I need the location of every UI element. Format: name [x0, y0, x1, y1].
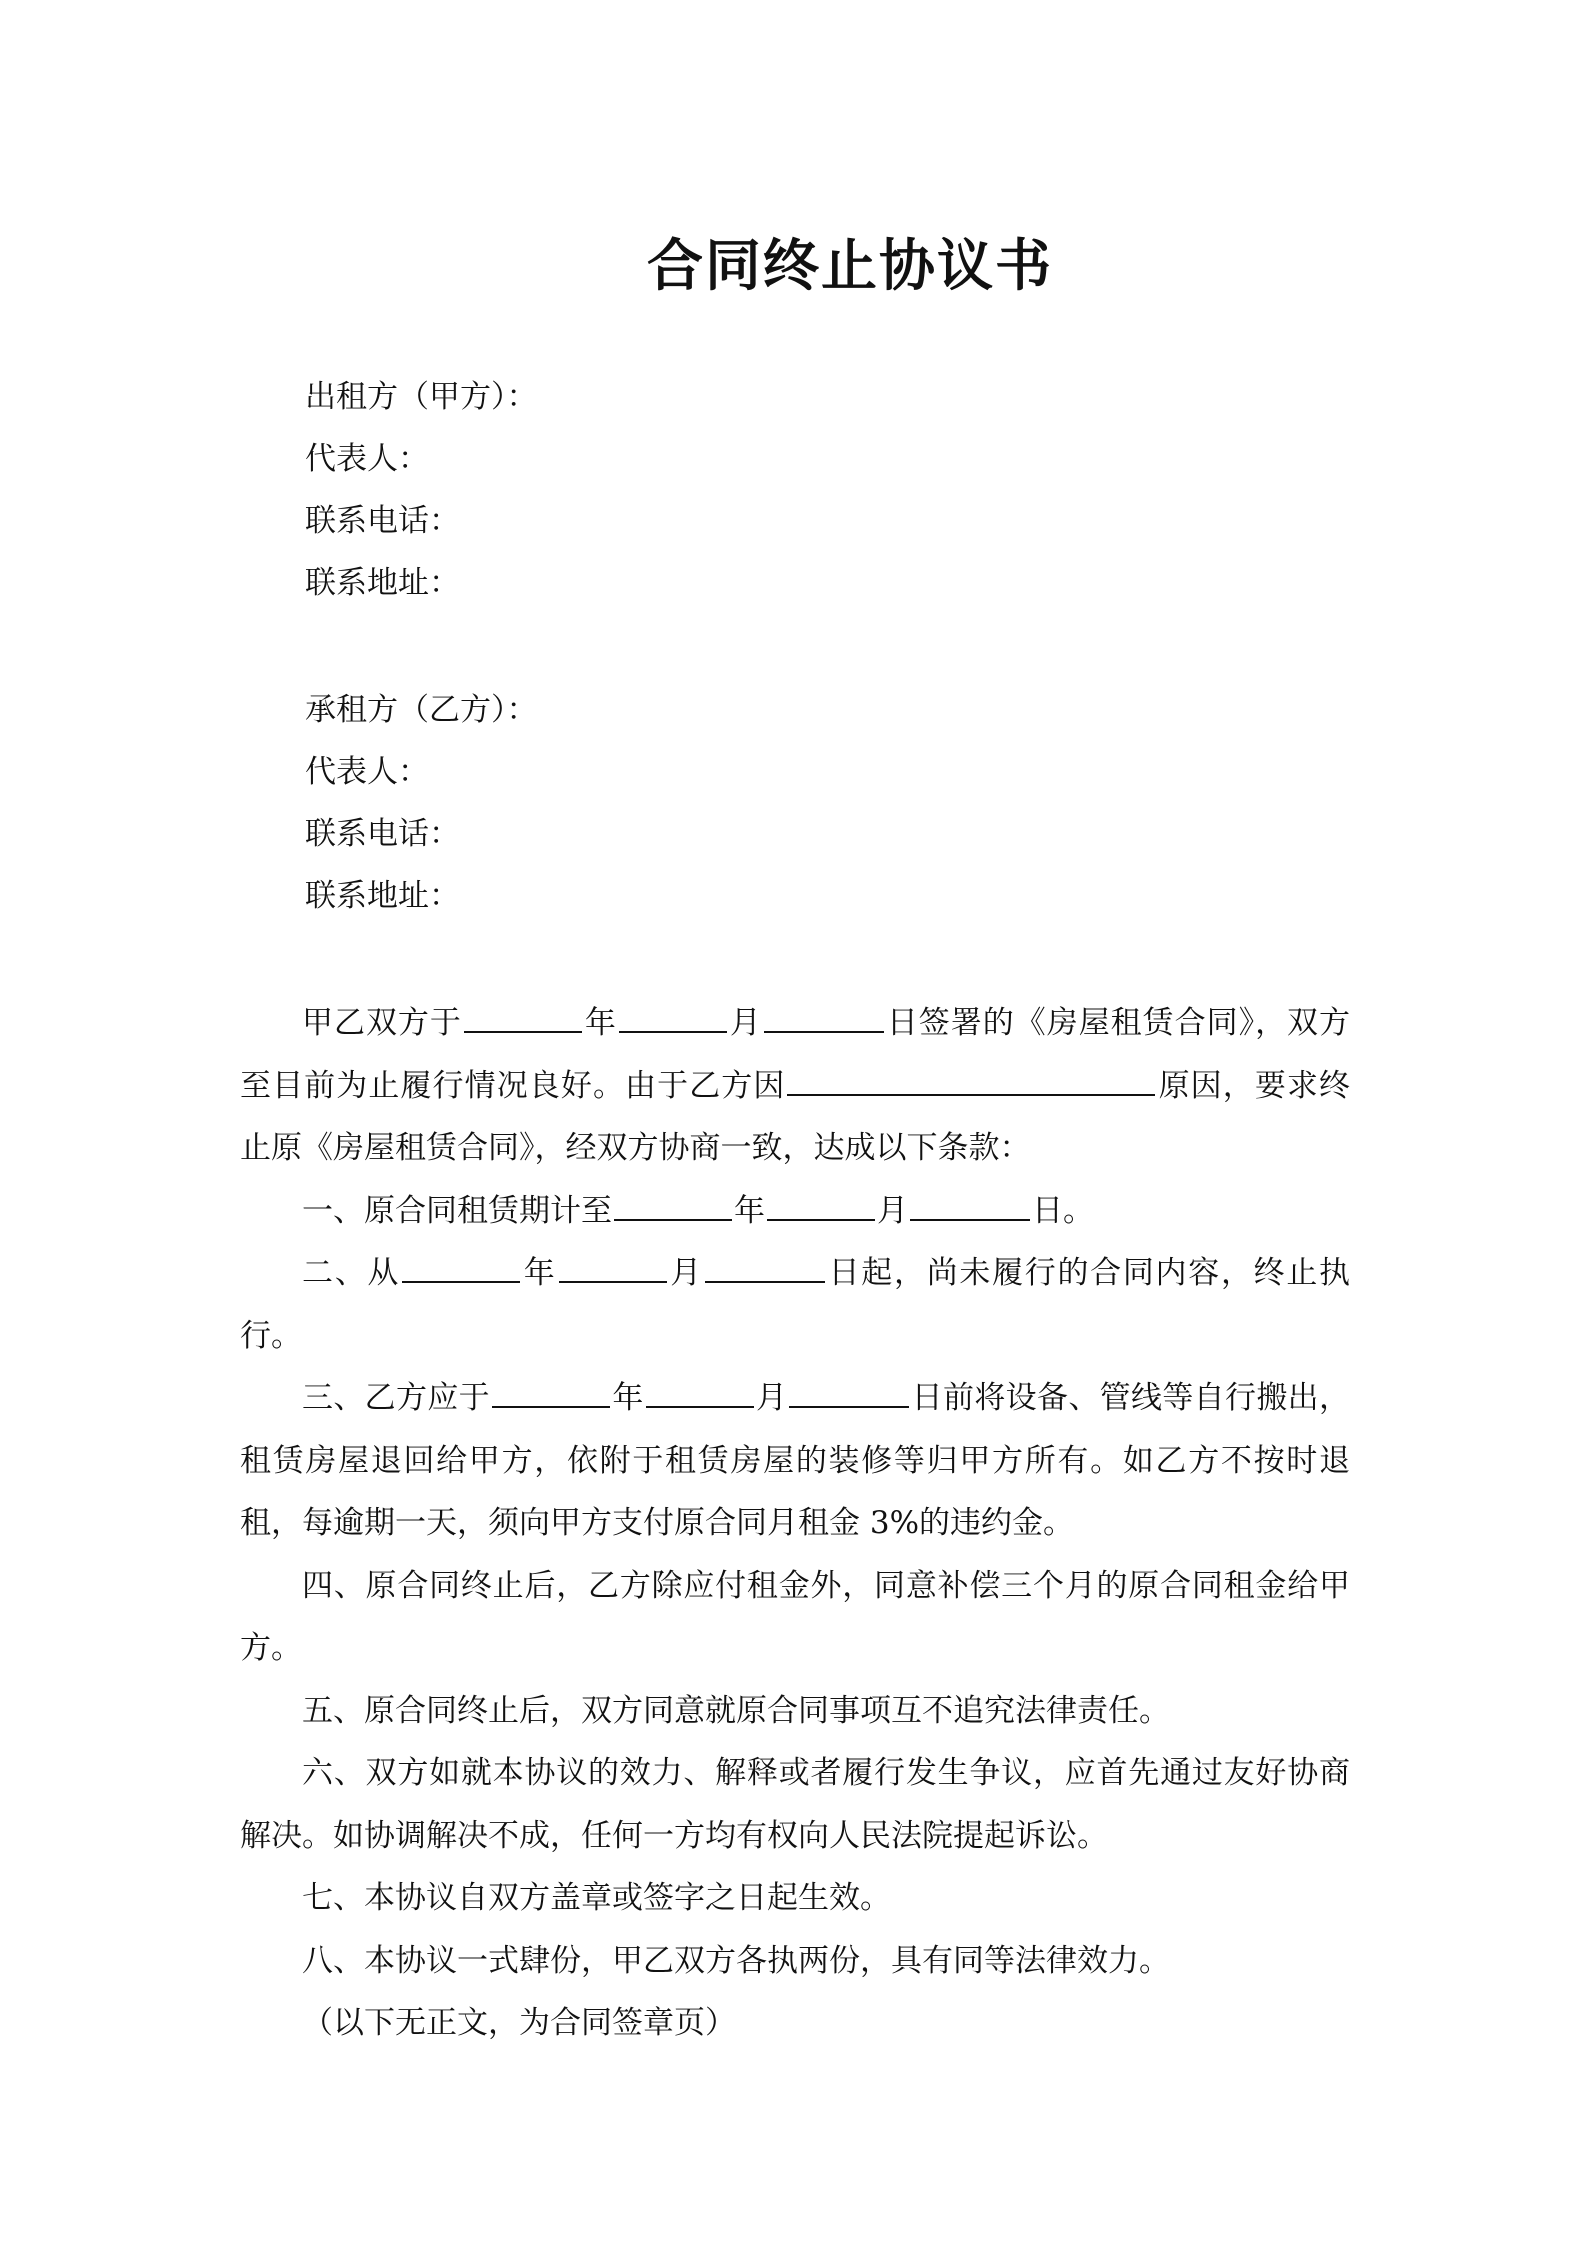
- sign-month-blank: [619, 1003, 727, 1033]
- clause-2: [240, 1242, 1350, 1367]
- clause-1-day-blank: [910, 1191, 1030, 1221]
- clause-3-month-label: 月: [755, 1380, 788, 1416]
- clause-1-month-label: 月: [877, 1192, 908, 1229]
- party-a-section: [305, 366, 1405, 614]
- document-title: 合同终止协议书: [647, 233, 1053, 299]
- party-b-representative-label: 代表人：: [305, 754, 429, 790]
- intro-text-3: 原因，要求终止原《房屋租赁合同》，经双方协商一致，达成以下条款：: [240, 1067, 1351, 1166]
- clause-2-month-blank: [559, 1253, 667, 1283]
- clause-3-year-blank: [492, 1378, 610, 1408]
- clause-1-text-1: 一、原合同租赁期计至: [302, 1192, 612, 1229]
- clause-2-text-1: 二、从: [302, 1255, 401, 1291]
- clause-2-text-2: 日起，尚未履行的合同内容，终止执行。: [240, 1255, 1351, 1354]
- clause-2-year-blank: [402, 1253, 520, 1283]
- closing-note: （以下无正文，为合同签章页）: [302, 2005, 736, 2041]
- intro-paragraph: [240, 992, 1350, 1180]
- clause-1-text-2: 日。: [1032, 1192, 1094, 1229]
- clause-4: 四、原合同终止后，乙方除应付租金外，同意补偿三个月的原合同租金给甲方。: [240, 1567, 1350, 1666]
- sign-year-blank: [464, 1003, 582, 1033]
- clause-2-year-label: 年: [522, 1255, 557, 1291]
- intro-month-label: 月: [728, 1005, 762, 1041]
- clause-3-day-blank: [789, 1378, 909, 1408]
- party-a-address-label: 联系地址：: [305, 565, 460, 601]
- clause-3-text-2: 日前将设备、管线等自行搬出，租赁房屋退回给甲方，依附于租赁房屋的装修等归甲方所有。如乙方不按时退租，每逾期一天，须向甲方支付原合同月租金 3%的违约金。: [240, 1380, 1351, 1541]
- intro-text-1: 甲乙双方于: [302, 1005, 462, 1041]
- clause-3-text-1: 三、乙方应于: [302, 1380, 490, 1416]
- clause-3: [240, 1367, 1350, 1555]
- clause-3-month-blank: [646, 1378, 754, 1408]
- clause-8: 八、本协议一式肆份，甲乙双方各执两份，具有同等法律效力。: [302, 1942, 1170, 1979]
- clause-2-month-label: 月: [668, 1255, 703, 1291]
- clause-1-month-blank: [767, 1191, 875, 1221]
- party-b-address-label: 联系地址：: [305, 878, 460, 914]
- clause-1-year-blank: [614, 1191, 732, 1221]
- clause-1-year-label: 年: [734, 1192, 765, 1229]
- clause-5: 五、原合同终止后，双方同意就原合同事项互不追究法律责任。: [302, 1692, 1170, 1729]
- clause-2-day-blank: [705, 1253, 825, 1283]
- clause-1: [240, 1180, 1350, 1243]
- intro-text-2: 日签署的《房屋租赁合同》，双方至目前为止履行情况良好。由于乙方因: [240, 1005, 1351, 1104]
- sign-day-blank: [764, 1003, 884, 1033]
- party-b-section: [305, 679, 1405, 927]
- lessee-label: 承租方（乙方）：: [305, 692, 538, 728]
- party-b-phone-label: 联系电话：: [305, 816, 460, 852]
- clause-6: 六、双方如就本协议的效力、解释或者履行发生争议，应首先通过友好协商解决。如协调解决不成，任何一方均有权向人民法院提起诉讼。: [240, 1755, 1350, 1854]
- party-a-phone-label: 联系电话：: [305, 503, 460, 539]
- party-a-representative-label: 代表人：: [305, 441, 429, 477]
- lessor-label: 出租方（甲方）：: [305, 379, 538, 415]
- intro-year-label: 年: [583, 1005, 617, 1041]
- reason-blank: [787, 1066, 1155, 1096]
- agreement-body: [240, 992, 1350, 2055]
- clause-7: 七、本协议自双方盖章或签字之日起生效。: [302, 1880, 891, 1916]
- clause-3-year-label: 年: [612, 1380, 644, 1416]
